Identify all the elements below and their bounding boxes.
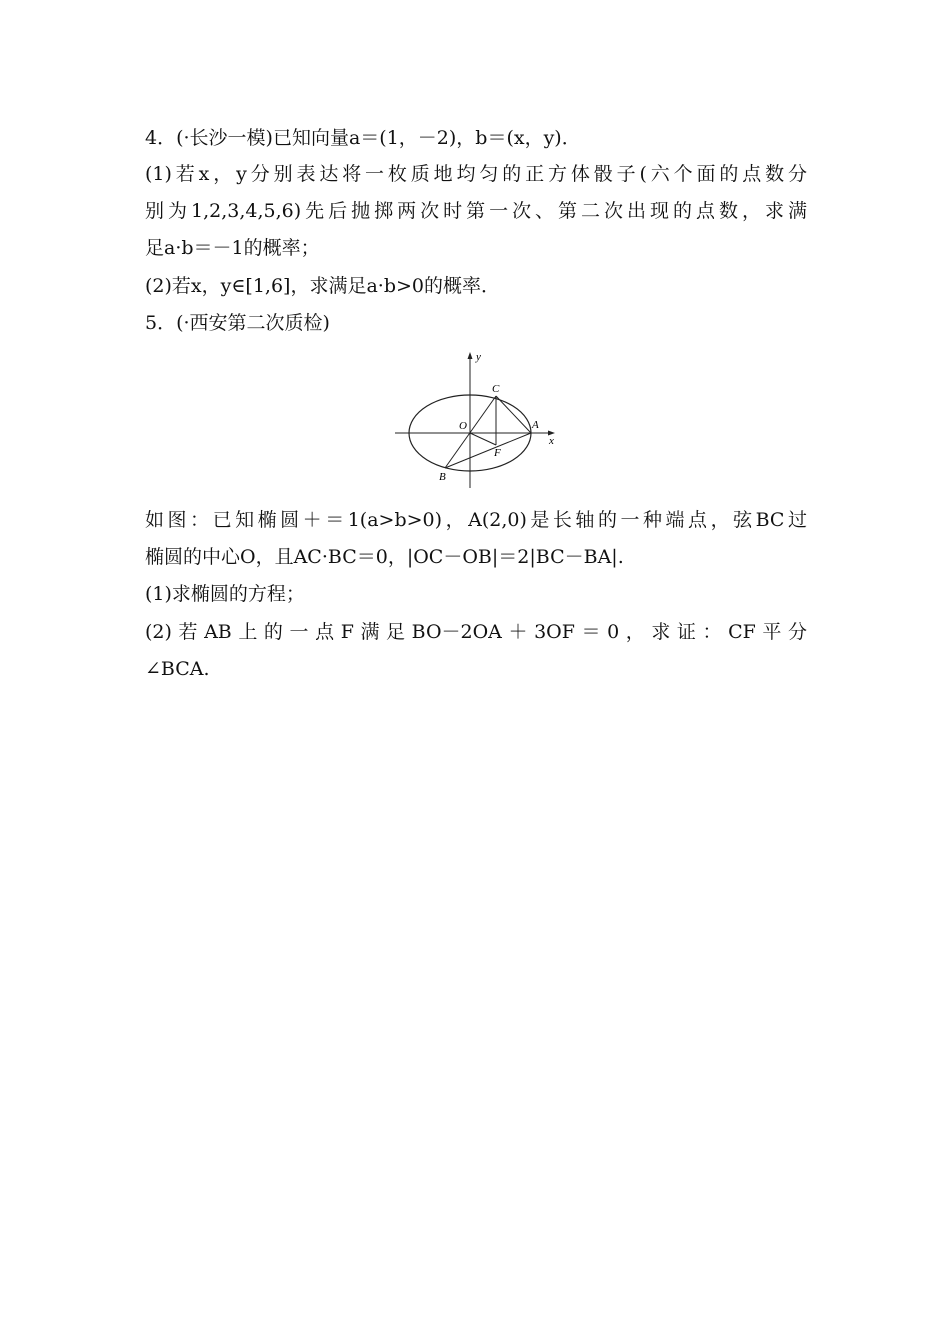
- label-c: C: [492, 383, 500, 395]
- problem5-title: 5．(·西安第二次质检): [145, 312, 330, 334]
- problem4-line5: (2)若x，y∈[1,6]，求满足a·b>0的概率．: [145, 275, 501, 297]
- label-o: O: [459, 420, 467, 432]
- line-oa-chord: [470, 433, 496, 445]
- problem4-line1: 4．(·长沙一模)已知向量a＝(1，－2)，b＝(x，y)．: [145, 127, 581, 149]
- problem5-line4: (2)若AB上的一点F满足BO－2OA＋3OF＝0，求证：CF平分: [145, 621, 807, 643]
- y-axis-arrow: [468, 352, 473, 359]
- label-b: B: [439, 471, 446, 483]
- problem5-line2: 椭圆的中心O，且AC·BC＝0，|OC－OB|＝2|BC－BA|.: [145, 546, 624, 568]
- ellipse-figure: [390, 348, 565, 493]
- label-x: x: [549, 435, 554, 447]
- problem5-line1: 如图：已知椭圆＋＝1(a>b>0)，A(2,0)是长轴的一种端点，弦BC过: [145, 509, 807, 531]
- label-a: A: [532, 419, 539, 431]
- problem4-line2: (1)若x，y分别表达将一枚质地均匀的正方体骰子(六个面的点数分: [145, 163, 807, 185]
- label-f: F: [494, 447, 501, 459]
- label-y: y: [476, 351, 481, 363]
- problem5-line5: ∠BCA.: [145, 658, 210, 680]
- problem4-line3: 别为1,2,3,4,5,6)先后抛掷两次时第一次、第二次出现的点数，求满: [145, 200, 807, 222]
- line-ca: [496, 396, 531, 433]
- problem4-line4: 足a·b＝－1的概率；: [145, 237, 320, 259]
- problem5-line3: (1)求椭圆的方程；: [145, 583, 305, 605]
